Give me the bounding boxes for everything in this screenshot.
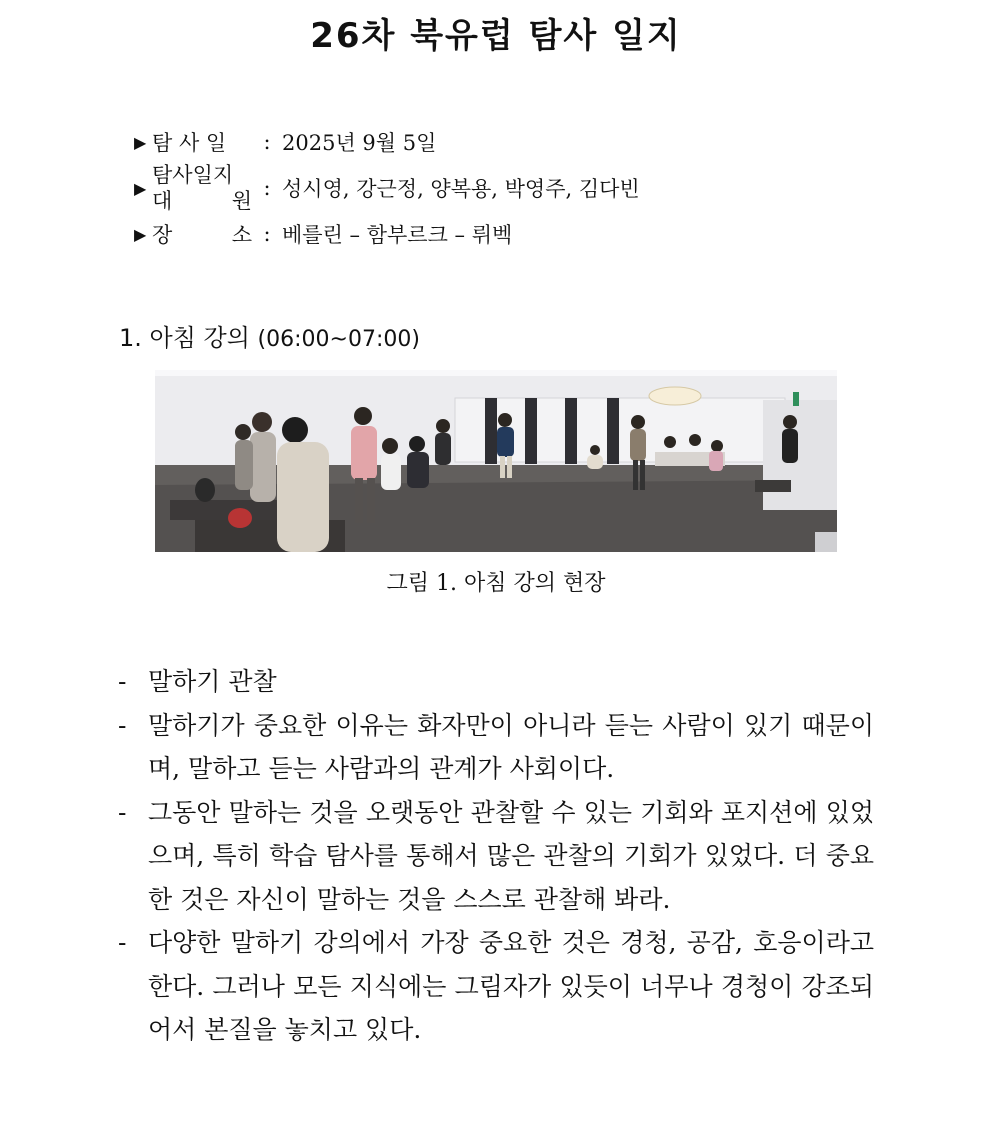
dash-bullet: - [118,667,127,696]
dash-bullet: - [118,710,127,740]
section-heading [119,318,420,353]
list-item-text: 다양한 말하기 강의에서 가장 중요한 것은 경청, 공감, 호응이라고 한다. 그러나 모든 지식에는 그림자가 있듯이 너무나 경청이 강조되어서 본질을 놓치고 있다. [148,928,874,1044]
info-row-place [134,216,640,252]
section-time: (06:00~07:00) [257,327,420,352]
lecture-room-illustration [155,370,837,552]
colon: : [263,130,271,154]
list-item [118,921,874,1052]
place-value: 베를린 – 함부르크 – 뤼벡 [282,223,513,247]
colon: : [263,222,271,246]
colon: : [263,176,271,200]
lecture-photo [155,370,837,552]
date-label: 탐 사 일 [152,131,227,155]
info-block [134,124,640,252]
info-row-date [134,124,640,160]
members-value: 성시영, 강근정, 양복용, 박영주, 김다빈 [282,177,640,201]
date-value: 2025년 9월 5일 [282,131,437,155]
list-item [118,704,874,791]
document-title: 26차 북유럽 탐사 일지 [310,16,682,56]
dash-bullet: - [118,797,127,827]
section-title: 1. 아침 강의 [119,324,250,352]
dash-bullet: - [118,928,127,957]
list-item-text: 말하기가 중요한 이유는 화자만이 아니라 듣는 사람이 있기 때문이며, 말하고 듣는 사람과의 관계가 사회이다. [148,710,874,783]
place-label: 장 소 [152,223,252,247]
body-list [118,660,874,1052]
list-item-text: 그동안 말하는 것을 오랫동안 관찰할 수 있는 기회와 포지션에 있었으며, 특히 학습 탐사를 통해서 많은 관찰의 기회가 있었다. 더 중요한 것은 자신이 말하는 것을 스스로 관찰해 봐라. [148,797,874,914]
list-item [118,791,874,922]
figure-caption: 그림 1. 아침 강의 현장 [386,571,606,596]
list-item-text: 말하기 관찰 [148,667,277,696]
info-row-members [134,160,640,216]
triangle-bullet-icon: ▶ [134,224,147,244]
triangle-bullet-icon: ▶ [134,178,147,198]
triangle-bullet-icon: ▶ [134,132,147,152]
members-label: 탐사일지 대 원 [152,163,252,213]
list-item [118,660,874,704]
